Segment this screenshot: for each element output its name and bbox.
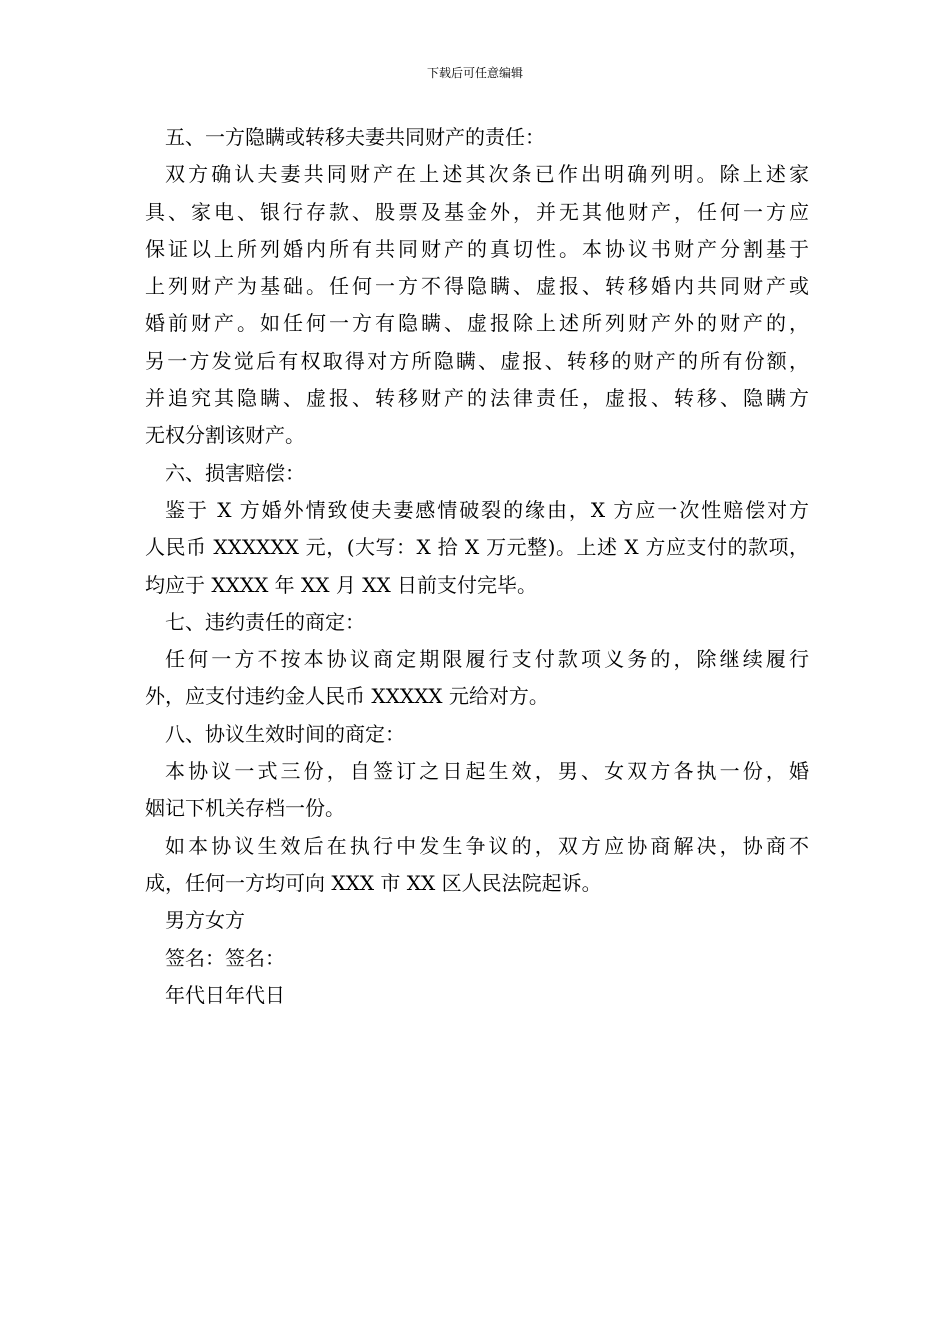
section-heading-7: 七、违约责任的商定： <box>165 609 365 634</box>
paragraph-line: 本协议一式三份，自签订之日起生效，男、女双方各执一份，婚 <box>165 759 809 784</box>
paragraph-line: 无权分割该财产。 <box>145 423 305 448</box>
paragraph-line: 人民币 XXXXXX 元，(大写：X 拾 X 万元整)。上述 X 方应支付的款项， <box>145 535 809 560</box>
paragraph-line: 如本协议生效后在执行中发生争议的，双方应协商解决，协商不 <box>165 833 809 858</box>
paragraph-line: 另一方发觉后有权取得对方所隐瞒、虚报、转移的财产的所有份额， <box>145 348 809 373</box>
signature-dates: 年代日年代日 <box>165 982 285 1007</box>
paragraph-line: 上列财产为基础。任何一方不得隐瞒、虚报、转移婚内共同财产或 <box>145 274 809 299</box>
section-heading-5: 五、一方隐瞒或转移夫妻共同财产的责任： <box>165 125 545 149</box>
paragraph-line: 双方确认夫妻共同财产在上述其次条已作出明确列明。除上述家 <box>165 162 809 187</box>
section-heading-8: 八、协议生效时间的商定： <box>165 721 405 746</box>
paragraph-line: 保证以上所列婚内所有共同财产的真切性。本协议书财产分割基于 <box>145 236 809 261</box>
paragraph-line: 鉴于 X 方婚外情致使夫妻感情破裂的缘由，X 方应一次性赔偿对方 <box>165 497 809 522</box>
paragraph-line: 具、家电、银行存款、股票及基金外，并无其他财产，任何一方应 <box>145 199 809 224</box>
paragraph-line: 婚前财产。如任何一方有隐瞒、虚报除上述所列财产外的财产的， <box>145 311 809 336</box>
agreement-body <box>145 119 809 1014</box>
page-header: 下载后可任意编辑 <box>426 66 523 80</box>
paragraph-line: 并追究其隐瞒、虚报、转移财产的法律责任，虚报、转移、隐瞒方 <box>145 386 809 411</box>
paragraph-line: 成，任何一方均可向 XXX 市 XX 区人民法院起诉。 <box>145 870 602 895</box>
paragraph-line: 姻记下机关存档一份。 <box>145 796 345 821</box>
signature-parties: 男方女方 <box>165 908 245 933</box>
paragraph-line: 均应于 XXXX 年 XX 月 XX 日前支付完毕。 <box>145 572 538 597</box>
paragraph-line: 外，应支付违约金人民币 XXXXX 元给对方。 <box>145 684 549 709</box>
paragraph-line: 任何一方不按本协议商定期限履行支付款项义务的，除继续履行 <box>165 647 809 672</box>
section-heading-6: 六、损害赔偿： <box>165 460 305 485</box>
signature-labels: 签名：签名： <box>165 945 285 970</box>
